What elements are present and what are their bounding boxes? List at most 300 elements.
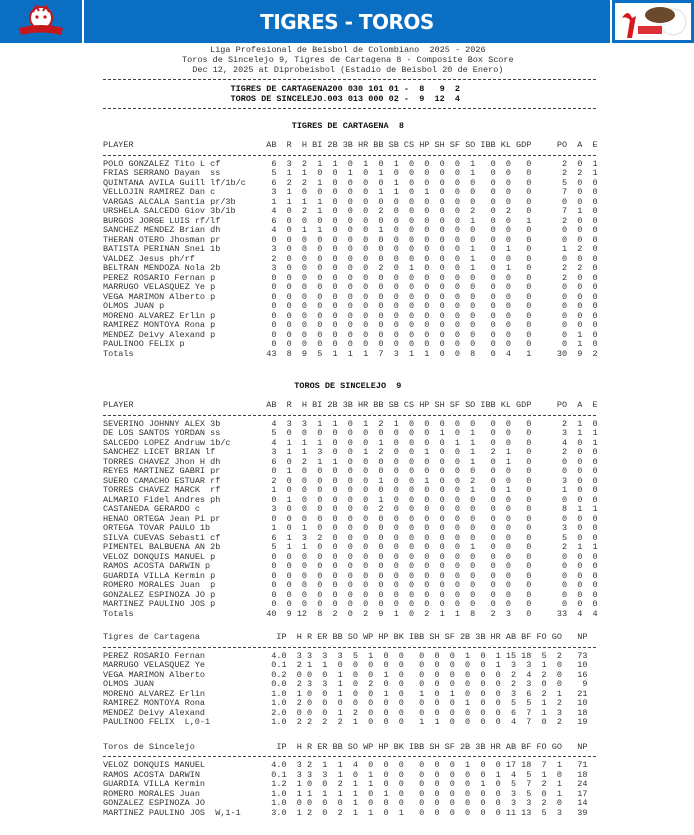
stat-sb: 0 [393,532,399,543]
stat-ab: 1 [271,485,277,495]
column-header: R [286,140,292,150]
divider [103,108,598,109]
stat-sh: 0 [434,788,440,799]
stat-ibb: 0 [490,206,496,216]
stat-fo: 5 [541,650,547,661]
stat-hp: 0 [424,504,430,514]
stat-wp: 0 [368,707,374,718]
player-name: URSHELA SALCEDO Giov 3b/1b [103,206,236,216]
stat-bb: 0 [378,158,384,169]
stat-a: 2 [577,263,583,273]
stat-a: 0 [577,475,583,486]
stat-2b: 0 [465,660,471,670]
stat-r: 1 [306,788,313,799]
linescore-h: 12 [434,94,445,104]
stat-po: 0 [561,551,568,562]
stat-hp: 0 [424,244,430,254]
stat-sb: 0 [393,206,399,216]
stat-a: 0 [577,589,583,600]
column-header: BK [393,741,404,752]
stat-fo: 2 [541,669,547,680]
player-name: Totals [103,348,134,359]
player-name: SEVERINO JOHNNY ALEX 3b [103,418,221,429]
column-header: 2B [459,632,471,642]
stat-hp: 0 [424,532,430,543]
stat-wp: 0 [368,788,374,799]
stat-a: 0 [577,570,583,581]
stat-sh: 0 [439,253,445,264]
stat-h: 3 [296,650,302,661]
stat-h: 0 [301,187,308,197]
stat-r: 0 [286,253,292,264]
stat-3b: 0 [347,329,353,340]
stat-wp: 2 [368,679,374,689]
stat-kl: 0 [505,466,511,476]
stat-2b: 0 [332,225,338,235]
stat-ab: 0 [271,310,277,321]
stat-wp: 1 [368,807,374,818]
stat-ab: 40 [266,608,277,619]
stat-a: 0 [577,456,583,467]
player-name: GONZALEZ ESPINOZA JO p [103,589,216,600]
column-header: H [296,741,302,752]
stat-bf: 3 [526,798,532,808]
column-header: BI [312,140,323,150]
player-name: RAMOS ACOSTA DARWIN p [103,561,211,571]
stat-sf: 0 [454,348,460,359]
stat-hr: 0 [495,760,501,770]
stat-ibb: 0 [490,348,496,359]
stat-hr: 0 [363,580,369,590]
stat-3b: 0 [480,760,486,770]
stat-po: 2 [561,542,568,552]
stat-hr: 2 [363,608,369,619]
column-header: AB [266,140,277,150]
stat-sb: 0 [393,301,399,311]
stat-bb: 0 [378,339,384,349]
stat-h: 0 [301,329,308,340]
stat-ibb: 0 [490,589,496,600]
stat-gdp: 0 [526,504,532,514]
stat-2b: 0 [332,168,338,178]
league-name: Liga Profesional de Beisbol de Colombiano 2025 - 2026 [210,45,486,55]
stat-sf: 0 [454,447,460,457]
stat-sf: 0 [454,580,460,590]
stat-gdp: 0 [526,339,532,349]
stat-bi: 1 [317,418,323,429]
column-header: BB [373,140,384,150]
pitcher-row [103,718,603,728]
stat-3b: 0 [480,688,486,699]
stat-sh: 0 [434,650,440,661]
stat-bk: 0 [398,679,404,689]
stat-ip: 1.0 [271,788,287,799]
column-header: HP [378,741,389,752]
stat-sf: 0 [449,679,455,689]
stat-kl: 0 [505,282,511,292]
column-header: SO [347,632,358,642]
stat-ibb: 0 [419,807,425,818]
stat-h: 0 [301,580,308,590]
stat-sf: 0 [454,177,460,188]
stat-ab: 0 [271,494,277,505]
stat-er: 0 [322,798,328,808]
stat-hr: 0 [495,798,501,808]
stat-sb: 0 [393,329,399,340]
stat-h: 12 [296,608,308,619]
stat-bi: 0 [317,234,323,245]
column-header: PO [556,400,568,410]
stat-hp: 0 [424,301,430,311]
stat-gdp: 0 [526,177,532,188]
stat-bk: 0 [398,717,404,727]
stat-bi: 0 [317,589,323,600]
stat-2b: 0 [465,807,471,818]
pitching-sections [103,633,603,818]
stat-3b: 0 [347,263,353,273]
stat-sf: 0 [449,660,455,670]
stat-3b: 0 [347,447,353,457]
stat-3b: 0 [347,196,353,207]
player-name: ALMARIO Fidel Andres ph [103,494,221,505]
stat-ibb: 0 [490,570,496,581]
stat-so: 1 [470,456,476,467]
stat-2b: 0 [465,798,471,808]
stat-gdp: 0 [526,428,532,438]
stat-po: 2 [561,418,568,429]
stat-r: 0 [286,504,292,514]
stat-sh: 0 [434,698,440,708]
player-name: POLO GONZALEZ Tito L cf [103,158,221,169]
stat-bi: 1 [317,437,323,448]
stat-hp: 0 [424,329,430,340]
stat-a: 0 [577,282,583,292]
stat-bi: 3 [317,447,323,457]
stat-h: 1 [296,688,302,699]
stat-bb: 2 [337,779,343,789]
stat-kl: 0 [505,523,511,533]
stat-kl: 0 [505,310,511,321]
stat-sf: 0 [449,650,455,661]
stat-ibb: 0 [490,532,496,543]
stat-sh: 0 [439,561,445,571]
stat-2b: 0 [332,570,338,581]
stat-sh: 0 [439,329,445,340]
stat-sf: 0 [449,779,455,789]
stat-ibb: 0 [419,798,425,808]
stat-bb: 1 [337,707,343,718]
column-header: PLAYER [103,400,134,410]
stat-bi: 0 [317,551,323,562]
column-header: SF [449,400,460,410]
stat-r: 0 [286,523,292,533]
stat-sb: 0 [393,589,399,600]
stat-r: 0 [286,263,292,273]
stat-hr: 0 [495,698,501,708]
player-name: VALDEZ Jesus ph/rf [103,253,195,264]
stat-fo: 2 [541,779,547,789]
stat-hr: 0 [363,428,369,438]
stat-a: 0 [577,215,583,226]
stat-h: 2 [301,177,308,188]
stat-po: 0 [561,225,568,235]
stat-r: 3 [306,769,313,780]
stat-ip: 4.0 [271,760,287,770]
stat-sf: 0 [449,669,455,680]
stat-so: 0 [470,532,476,543]
stat-bb: 0 [378,301,384,311]
stat-hp: 0 [424,494,430,505]
stat-kl: 0 [505,599,511,609]
column-header: 2B [327,140,338,150]
stat-hr: 0 [495,688,501,699]
stat-3b: 0 [480,807,486,818]
column-header: H [301,400,308,410]
player-name: HENAO ORTEGA Jean Pi pr [103,513,221,524]
stat-gdp: 0 [526,310,532,321]
stat-e: 0 [592,329,598,340]
pitching-header-row [103,743,603,753]
stat-bb: 3 [337,650,343,661]
stat-bi: 0 [317,253,323,264]
stat-h: 0 [296,669,302,680]
stat-hp: 0 [383,760,389,770]
stat-cs: 0 [408,177,415,188]
stat-3b: 0 [347,234,353,245]
player-name: Totals [103,608,134,619]
column-header: SH [434,400,445,410]
stat-so: 1 [470,485,476,495]
stat-ip: 0.1 [271,769,287,780]
player-name: BELTRAN MENDOZA Nola 2b [103,263,221,273]
stat-hp: 0 [424,428,430,438]
stat-bk: 0 [398,798,404,808]
stat-ab: 0 [271,301,277,311]
stat-ibb: 0 [490,494,496,505]
stat-h: 0 [301,253,308,264]
stat-h: 3 [301,532,308,543]
stat-np: 9 [582,679,588,689]
pitcher-name-text: RAMOS ACOSTA DARWIN [103,769,200,780]
stat-sf: 0 [449,760,455,770]
column-header: PLAYER [103,140,134,150]
stat-hp: 0 [424,418,430,429]
stat-hr: 0 [363,187,369,197]
stat-hp: 1 [383,788,389,799]
stat-hp: 0 [383,798,389,808]
stat-e: 0 [592,263,598,273]
stat-so: 1 [470,253,476,264]
stat-sf: 0 [454,561,460,571]
stat-hp: 0 [424,158,430,169]
stat-3b: 0 [347,428,353,438]
stat-er: 0 [322,669,328,680]
stat-2b: 0 [465,717,471,727]
stat-po: 5 [561,532,568,543]
stat-2b: 0 [332,589,338,600]
stat-r: 1 [286,196,292,207]
stat-hr: 0 [495,707,501,718]
stat-a: 1 [577,504,583,514]
stat-sb: 0 [393,310,399,321]
stat-kl: 1 [505,244,511,254]
stat-ab: 0 [271,466,277,476]
stat-2b: 0 [332,475,338,486]
stat-cs: 0 [408,599,415,609]
stat-r: 0 [286,272,292,283]
stat-ab: 4 [271,225,277,235]
stat-3b: 0 [347,244,353,254]
stat-bb: 1 [378,187,384,197]
stat-gdp: 0 [526,437,532,448]
stat-hr: 0 [363,475,369,486]
stat-hp: 0 [424,320,430,330]
stat-2b: 0 [465,679,471,689]
stat-hr: 0 [363,523,369,533]
pitcher-row [103,809,603,819]
stat-hr: 0 [363,320,369,330]
column-header: SH [429,632,440,642]
stat-bf: 18 [521,760,532,770]
stat-2b: 0 [465,669,471,680]
stat-e: 0 [592,282,598,292]
stat-2b: 0 [332,485,338,495]
stat-ibb: 0 [490,485,496,495]
stat-bf: 5 [526,788,532,799]
stat-sh: 0 [434,679,440,689]
stat-h: 0 [301,561,308,571]
stat-hp: 0 [383,707,389,718]
stat-3b: 1 [347,168,353,178]
stat-hp: 0 [424,291,430,302]
stat-hp: 0 [383,717,389,727]
stat-po: 33 [556,608,568,619]
stat-e: 0 [592,475,598,486]
stat-cs: 0 [408,339,415,349]
stat-e: 0 [592,196,598,207]
stat-a: 2 [577,244,583,254]
stat-2b: 0 [332,282,338,292]
stat-3b: 0 [347,187,353,197]
stat-e: 0 [592,494,598,505]
stat-hp: 0 [424,551,430,562]
stat-sb: 1 [393,177,399,188]
stat-2b: 0 [332,215,338,226]
stat-bb: 2 [378,447,384,457]
stat-r: 0 [306,779,313,789]
stat-sh: 0 [434,688,440,699]
stat-ibb: 0 [490,310,496,321]
stat-ibb: 0 [490,158,496,169]
stat-bb: 0 [378,253,384,264]
stat-kl: 0 [505,158,511,169]
stat-kl: 0 [505,301,511,311]
player-name: QUINTANA AVILA Guill lf/1b/c [103,177,246,188]
column-header: HR [358,400,369,410]
stat-sf: 0 [454,570,460,581]
stat-hr: 0 [363,589,369,600]
totals-row [103,610,603,620]
stat-e: 0 [592,513,598,524]
stat-fo: 5 [541,807,547,818]
stat-gdp: 0 [526,418,532,429]
stat-sf: 0 [454,504,460,514]
stat-bb: 0 [378,466,384,476]
stat-kl: 0 [505,437,511,448]
stat-gdp: 0 [526,447,532,457]
stat-bi: 1 [317,225,323,235]
stat-r: 0 [286,475,292,486]
stat-wp: 1 [368,769,374,780]
stat-bk: 0 [398,669,404,680]
stat-sf: 0 [449,807,455,818]
stat-sb: 0 [393,570,399,581]
stat-er: 0 [322,779,328,789]
stat-po: 30 [556,348,568,359]
column-header: H [301,140,308,150]
stat-r: 0 [286,456,292,467]
stat-sb: 0 [393,580,399,590]
stat-hr: 1 [363,348,369,359]
stat-cs: 0 [408,504,415,514]
stat-kl: 0 [505,561,511,571]
stat-bb: 0 [378,523,384,533]
stat-ip: 1.0 [271,717,287,727]
stat-go: 1 [556,779,562,789]
stat-e: 0 [592,225,598,235]
stat-bb: 2 [378,504,384,514]
stat-sh: 0 [439,532,445,543]
stat-ab: 0 [271,570,277,581]
stat-sh: 0 [439,504,445,514]
stat-gdp: 0 [526,561,532,571]
stat-sh: 0 [439,466,445,476]
player-name: VELLOJIN RAMIREZ Dan c [103,187,216,197]
stat-ibb: 0 [490,320,496,330]
stat-po: 2 [561,158,568,169]
player-name: THERAN OTERO Jhosman pr [103,234,221,245]
stat-so: 0 [470,329,476,340]
stat-sb: 0 [393,225,399,235]
stat-hp: 0 [383,807,389,818]
stat-2b: 0 [332,329,338,340]
stat-sh: 0 [434,669,440,680]
stat-so: 0 [352,688,358,699]
stat-sb: 0 [393,523,399,533]
stat-er: 0 [322,698,328,708]
stat-cs: 0 [408,608,415,619]
stat-sb: 0 [393,542,399,552]
stat-sh: 0 [434,798,440,808]
column-header: SH [434,140,445,150]
stat-sh: 0 [439,187,445,197]
stat-go: 3 [556,807,562,818]
stat-a: 1 [577,418,583,429]
stat-cs: 0 [408,301,415,311]
stat-e: 0 [592,206,598,216]
stat-sb: 0 [393,196,399,207]
stat-3b: 0 [480,798,486,808]
pitcher-name-text: MARRUGO VELASQUEZ Ye [103,660,206,670]
stat-ibb: 0 [419,669,425,680]
stat-h: 2 [301,158,308,169]
stat-h: 0 [301,504,308,514]
column-header: BF [521,632,532,642]
column-header: R [306,632,313,642]
stat-a: 0 [577,301,583,311]
player-name: TORRES CHAVEZ Jhon H dh [103,456,221,467]
stat-2b: 0 [332,291,338,302]
